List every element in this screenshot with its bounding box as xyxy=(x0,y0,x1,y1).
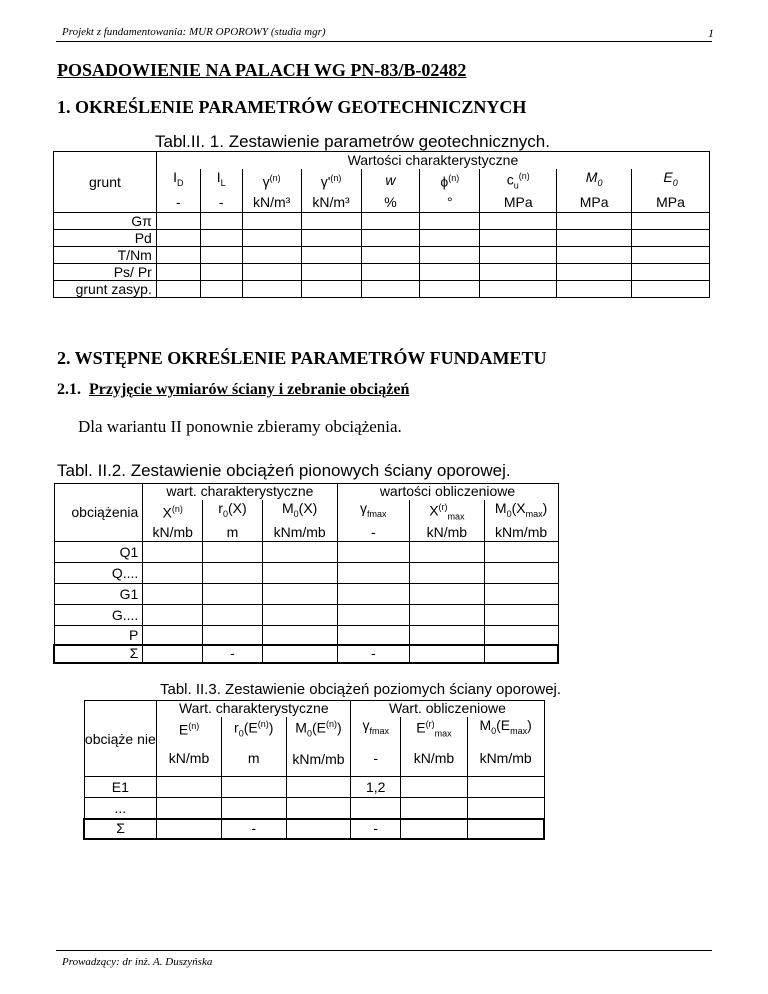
soil-row-label: Pd xyxy=(54,230,157,247)
col-cu: $c_u^{(n)}$ xyxy=(480,169,557,193)
soil-row-label: Gπ xyxy=(54,213,157,230)
col-m0en: $M_0(E^{(n)})$ xyxy=(286,717,351,741)
unit-gamma-prime: kN/m³ xyxy=(301,193,361,213)
unit: kN/mb xyxy=(401,741,468,777)
load-row-label: G1 xyxy=(54,584,143,605)
col-il: $I_L$ xyxy=(200,169,242,193)
unit-phi: ° xyxy=(420,193,480,213)
unit: kNm/mb xyxy=(484,524,558,542)
unit: kN/mb xyxy=(157,741,222,777)
soil-row-label: grunt zasyp. xyxy=(54,281,157,298)
col-m0x: $M_0(X)$ xyxy=(262,500,337,524)
group-oblicz: wartości obliczeniowe xyxy=(337,484,558,500)
load-row-label: ... xyxy=(84,798,157,819)
col-gfmax: $\gamma_{fmax}$ xyxy=(351,717,401,741)
section-1-heading: 1. OKREŚLENIE PARAMETRÓW GEOTECHNICZNYCH xyxy=(57,97,527,117)
unit: kNm/mb xyxy=(467,741,544,777)
unit-gamma: kN/m³ xyxy=(242,193,301,213)
col-en: $E^{(n)}$ xyxy=(157,717,222,741)
row-header-grunt: grunt xyxy=(54,152,157,213)
document-title: POSADOWIENIE NA PALACH WG PN-83/B-02482 xyxy=(57,60,467,80)
header-rule xyxy=(56,41,712,42)
sum-row-label: Σ xyxy=(84,819,157,839)
group-header: Wartości charakterystyczne xyxy=(156,152,709,169)
unit-w: % xyxy=(361,193,420,213)
load-row-label: P xyxy=(54,626,143,645)
e1-gamma: 1,2 xyxy=(351,777,401,798)
row-header-obciazenie: obciąże nie xyxy=(84,701,157,777)
col-m0emax: $M_0(E_{max})$ xyxy=(467,717,544,741)
col-xn: $X^{(n)}$ xyxy=(143,500,203,524)
col-e0: $E_0$ xyxy=(632,169,710,193)
group-oblicz: Wart. obliczeniowe xyxy=(351,701,544,717)
sum-row-label: Σ xyxy=(54,645,143,663)
footer-text: Prowadzący: dr inż. A. Duszyńska xyxy=(62,956,213,968)
col-gfmax: $\gamma_{fmax}$ xyxy=(337,500,410,524)
col-r0en: $r_0(E^{(n)})$ xyxy=(221,717,286,741)
col-id: $I_D$ xyxy=(156,169,200,193)
section-2-1-heading: 2.1. Przyjęcie wymiarów ściany i zebranie obciążeń xyxy=(57,381,410,398)
col-phi: $\phi^{(n)}$ xyxy=(420,169,480,193)
unit: kN/mb xyxy=(410,524,485,542)
load-row-label: Q.... xyxy=(54,563,143,584)
load-row-label: Q1 xyxy=(54,542,143,563)
col-m0: $M_0$ xyxy=(557,169,632,193)
vertical-loads-table xyxy=(53,483,559,664)
section-2-heading: 2. WSTĘPNE OKREŚLENIE PARAMETRÓW FUNDAMETU xyxy=(57,348,547,368)
footer-rule xyxy=(56,950,712,951)
unit: kNm/mb xyxy=(262,524,337,542)
sum-dash: - xyxy=(203,645,263,663)
col-gamma: $\gamma^{(n)}$ xyxy=(242,169,301,193)
row-header-obciazenia: obciążenia xyxy=(54,484,143,542)
unit: m xyxy=(203,524,263,542)
unit: m xyxy=(221,741,286,777)
unit: - xyxy=(337,524,410,542)
soil-row-label: T/Nm xyxy=(54,247,157,264)
unit-il: - xyxy=(200,193,242,213)
unit-id: - xyxy=(156,193,200,213)
group-char: Wart. charakterystyczne xyxy=(157,701,351,717)
group-char: wart. charakterystyczne xyxy=(143,484,337,500)
unit: kNm/mb xyxy=(286,741,351,777)
unit-m0: MPa xyxy=(557,193,632,213)
col-ermax: $E^{(r)}_{max}$ xyxy=(401,717,468,741)
section-2-paragraph: Dla wariantu II ponownie zbieramy obciążenia. xyxy=(78,417,402,436)
page-number: 1 xyxy=(708,26,714,40)
horizontal-loads-table xyxy=(83,700,545,840)
table-1-caption: Tabl.II. 1. Zestawienie parametrów geotechnicznych. xyxy=(155,132,550,151)
unit-e0: MPa xyxy=(632,193,710,213)
table-2-caption: Tabl. II.2. Zestawienie obciążeń pionowych ściany oporowej. xyxy=(57,461,511,480)
col-m0xmax: $M_0(X_{max})$ xyxy=(484,500,558,524)
load-row-label: G.... xyxy=(54,605,143,626)
col-w: w xyxy=(361,169,420,193)
col-xrmax: $X^{(r)}_{max}$ xyxy=(410,500,485,524)
running-header: Projekt z fundamentowania: MUR OPOROWY (studia mgr) xyxy=(62,26,326,38)
unit: - xyxy=(351,741,401,777)
geotech-table xyxy=(53,151,710,298)
col-r0x: $r_0(X)$ xyxy=(203,500,263,524)
sum-dash: - xyxy=(221,819,286,839)
sum-dash: - xyxy=(351,819,401,839)
unit: kN/mb xyxy=(143,524,203,542)
col-gamma-prime: $\gamma'^{(n)}$ xyxy=(301,169,361,193)
soil-row-label: Ps/ Pr xyxy=(54,264,157,281)
unit-cu: MPa xyxy=(480,193,557,213)
sum-dash: - xyxy=(337,645,410,663)
load-row-label: E1 xyxy=(84,777,157,798)
table-3-caption: Tabl. II.3. Zestawienie obciążeń poziomych ściany oporowej. xyxy=(160,681,562,698)
